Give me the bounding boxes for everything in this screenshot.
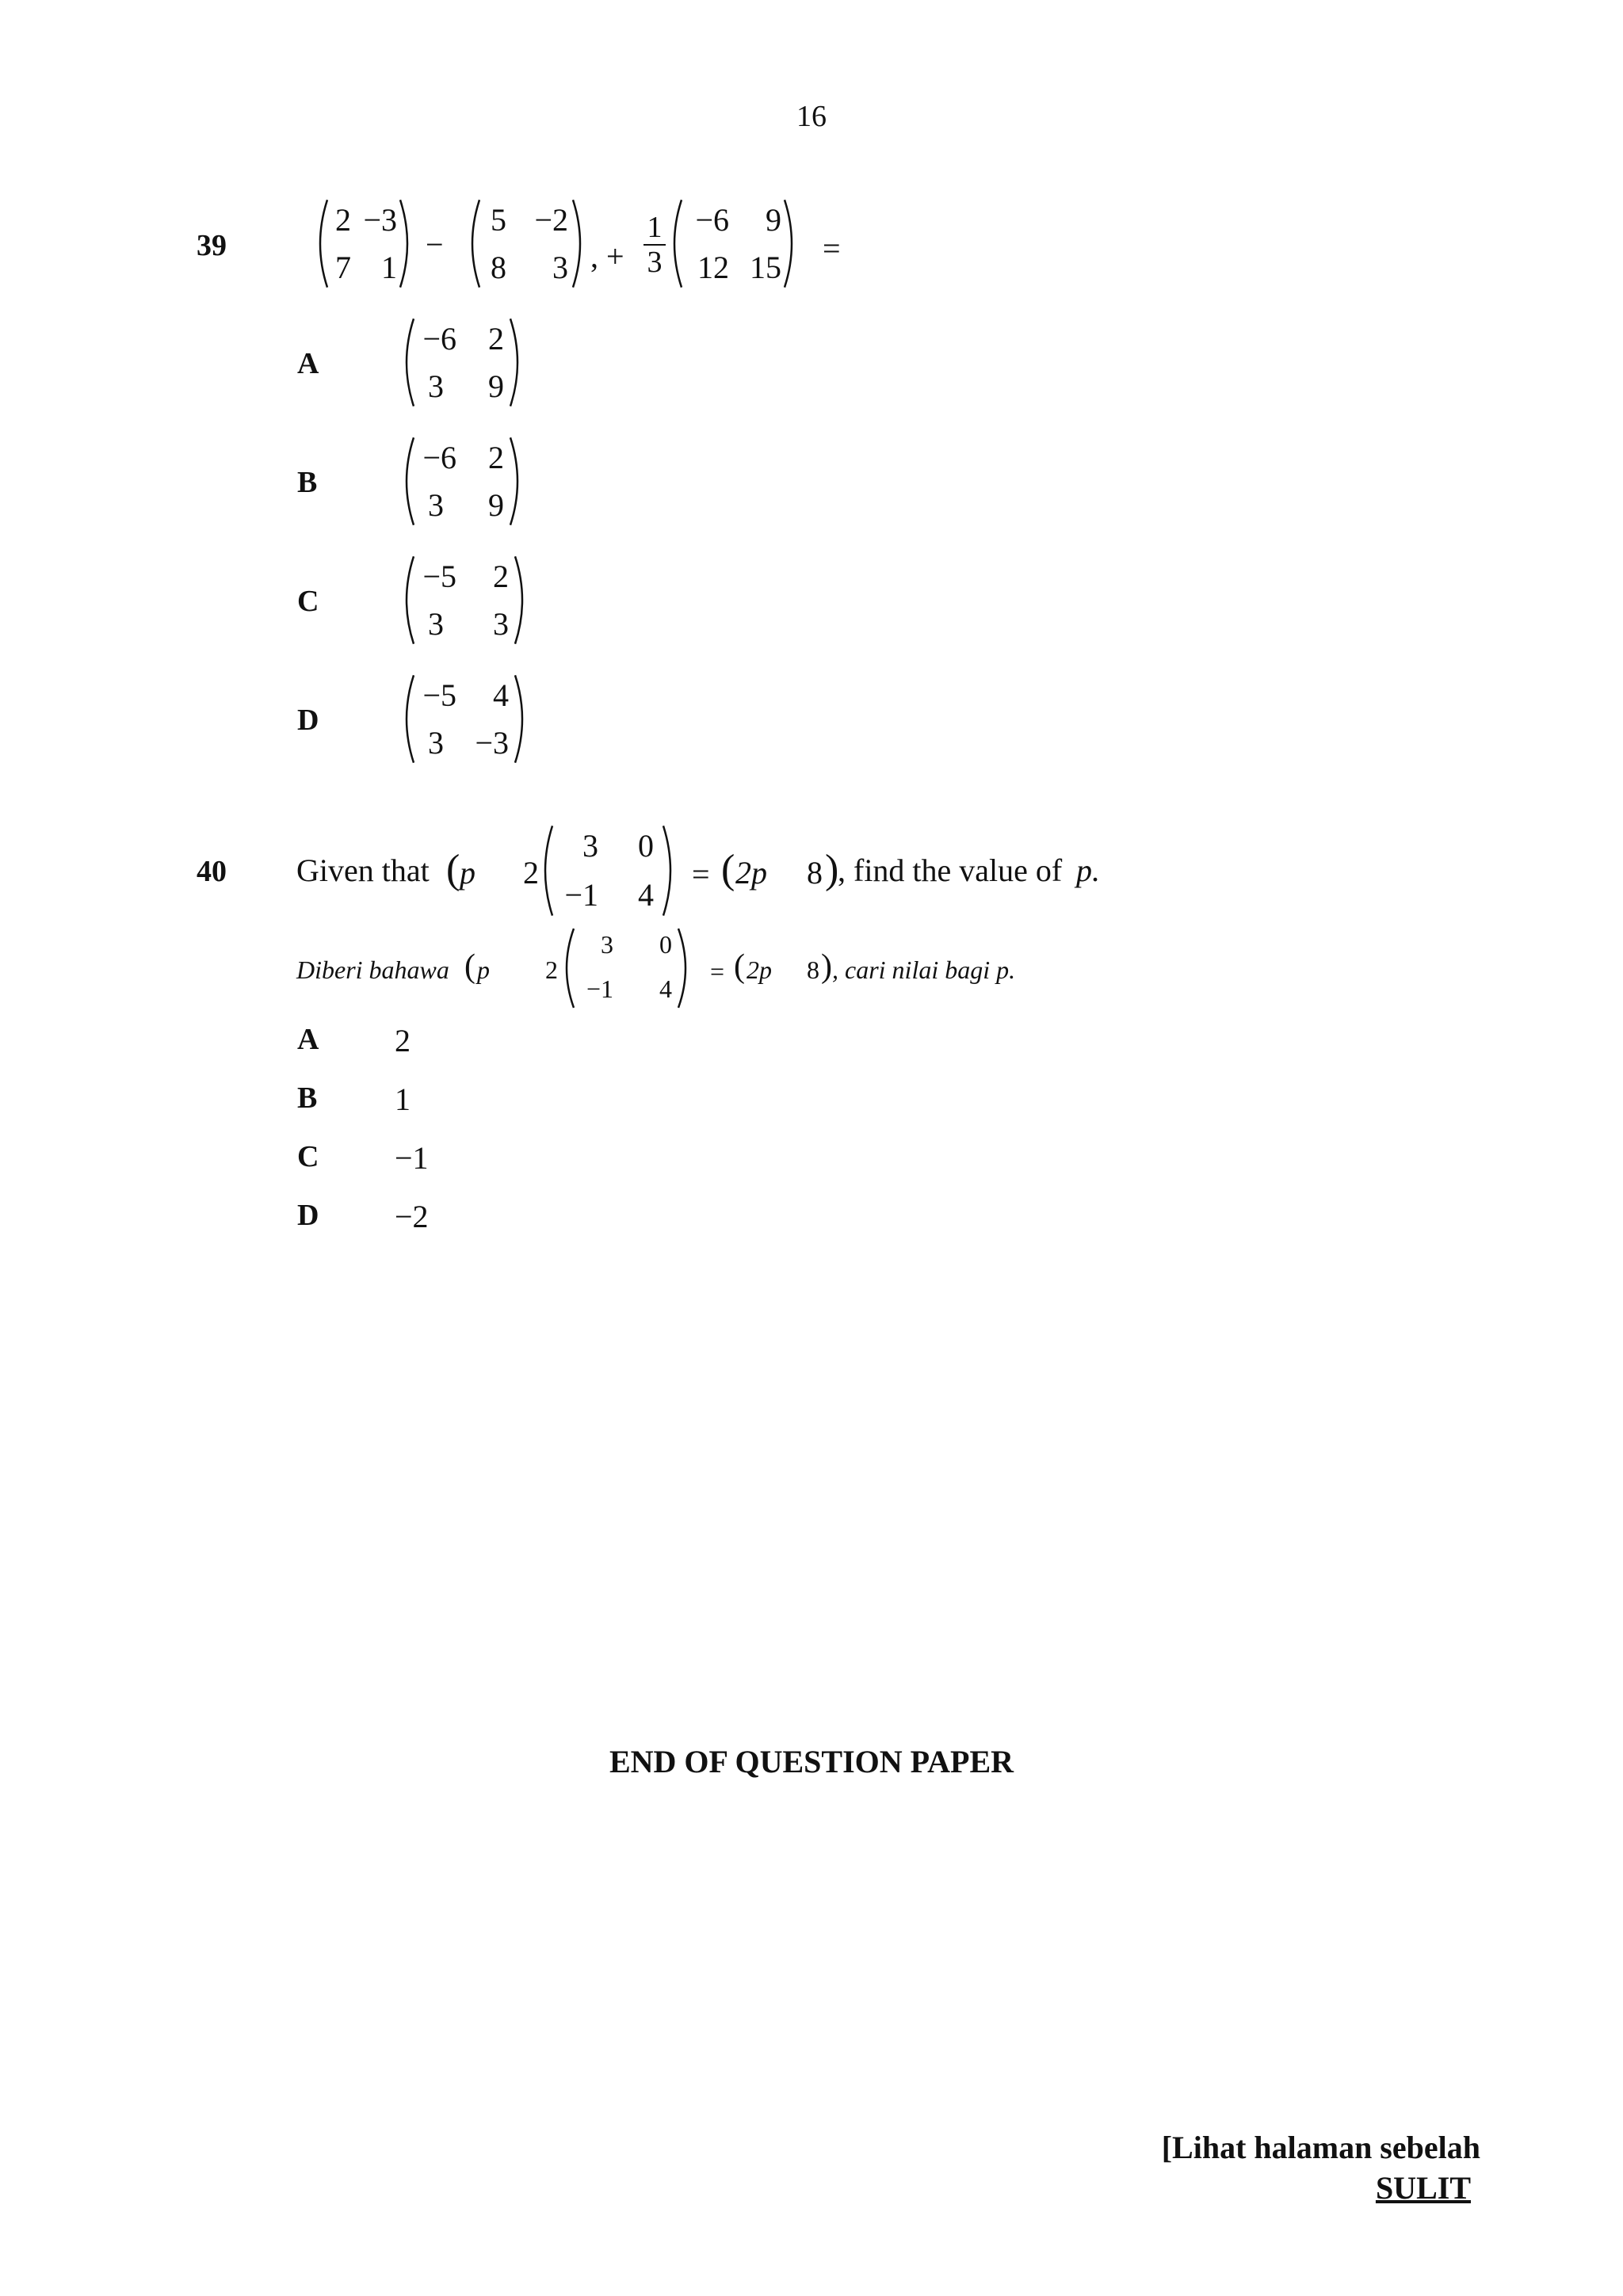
matrix-cell: 3 (552, 250, 568, 285)
matrix-cell: −6 (422, 440, 456, 475)
matrix-cell: 9 (488, 487, 504, 523)
matrix-cell: 9 (488, 368, 504, 404)
matrix-cell: 7 (335, 250, 351, 285)
minus-sign: − (426, 227, 444, 262)
matrix-cell: 0 (659, 930, 672, 959)
rhs-2p: 2p (735, 855, 767, 891)
matrix-cell: −1 (564, 877, 598, 913)
equals-sign: = (692, 856, 710, 892)
q40-en-var: p. (1076, 852, 1100, 888)
rhs-right-paren-ms: ) (821, 948, 832, 985)
rhs-left-paren: ( (721, 847, 735, 892)
option-d-value: −2 (395, 1199, 429, 1234)
matrix-cell: 9 (766, 202, 781, 238)
right-paren-icon (397, 198, 416, 289)
equals-sign-ms: = (710, 957, 725, 986)
row-value-2: 2 (523, 855, 539, 891)
matrix-cell: 2 (335, 202, 351, 238)
matrix-cell: 4 (493, 677, 509, 713)
option-label-b: B (297, 1081, 318, 1115)
option-c-value: −1 (395, 1140, 429, 1176)
footer-next-page: [Lihat halaman sebelah (1161, 2130, 1480, 2165)
option-c-matrix (398, 555, 531, 646)
q39-matrix-1 (311, 198, 416, 289)
matrix-cell: 15 (750, 250, 781, 285)
comma-plus-sign: , + (590, 238, 624, 274)
matrix-cell: 1 (381, 250, 397, 285)
matrix-cell: 4 (659, 974, 672, 1003)
right-paren-icon (675, 927, 694, 1009)
option-a-value: 2 (395, 1023, 411, 1058)
end-of-paper-text: END OF QUESTION PAPER (609, 1744, 1014, 1779)
q40-en-suffix: , find the value of (838, 852, 1063, 888)
option-d-matrix (398, 673, 531, 765)
row-left-paren: ( (446, 847, 460, 892)
rhs-8-ms: 8 (807, 955, 819, 984)
right-paren-icon (781, 198, 800, 289)
option-label-a: A (297, 347, 319, 380)
matrix-cell: −6 (422, 321, 456, 357)
q39-matrix-3 (666, 198, 800, 289)
matrix-cell: 5 (491, 202, 506, 238)
right-paren-icon (570, 198, 589, 289)
right-paren-icon (660, 824, 679, 917)
matrix-cell: −3 (363, 202, 397, 238)
matrix-cell: −5 (422, 559, 456, 594)
q40-matrix (537, 824, 679, 917)
q40-en-prefix: Given that (296, 852, 430, 888)
matrix-cell: 2 (488, 321, 504, 357)
question-number-40: 40 (197, 855, 227, 888)
q40-ms-suffix: , cari nilai bagi p. (832, 955, 1016, 984)
q40-matrix-ms (558, 927, 694, 1009)
matrix-cell: −1 (586, 974, 613, 1003)
matrix-cell: −2 (534, 202, 568, 238)
row-var-p-ms: p (477, 955, 490, 984)
rhs-8: 8 (807, 855, 823, 891)
option-label-c: C (297, 1140, 319, 1173)
matrix-cell: 4 (638, 877, 654, 913)
matrix-cell: 2 (488, 440, 504, 475)
matrix-cell: −3 (475, 725, 509, 761)
matrix-cell: 3 (428, 606, 444, 642)
right-paren-icon (507, 317, 526, 408)
matrix-cell: 0 (638, 828, 654, 864)
rhs-2p-ms: 2p (747, 955, 772, 984)
option-label-d: D (297, 704, 319, 737)
option-label-d: D (297, 1199, 319, 1232)
row-var-p: p (460, 855, 475, 891)
row-left-paren-ms: ( (464, 948, 475, 985)
matrix-cell: −5 (422, 677, 456, 713)
footer-sulit: SULIT (1375, 2170, 1471, 2206)
matrix-cell: 3 (493, 606, 509, 642)
page-number: 16 (796, 100, 827, 133)
matrix-cell: 3 (428, 368, 444, 404)
right-paren-icon (507, 436, 526, 527)
matrix-cell: 12 (697, 250, 729, 285)
q40-ms-prefix: Diberi bahawa (296, 955, 449, 984)
matrix-cell: −6 (695, 202, 729, 238)
option-label-a: A (297, 1023, 319, 1056)
fraction-one-third: $\frac{1}{3}$ (643, 211, 666, 279)
matrix-cell: 3 (428, 487, 444, 523)
option-b-matrix (398, 436, 526, 527)
option-label-c: C (297, 585, 319, 618)
rhs-right-paren: ) (825, 847, 839, 892)
option-b-value: 1 (395, 1081, 411, 1117)
rhs-left-paren-ms: ( (734, 948, 745, 985)
matrix-cell: 8 (491, 250, 506, 285)
option-a-matrix (398, 317, 526, 408)
matrix-cell: 2 (493, 559, 509, 594)
option-label-b: B (297, 466, 318, 499)
matrix-cell: 3 (601, 930, 613, 959)
right-paren-icon (512, 555, 531, 646)
matrix-cell: 3 (582, 828, 598, 864)
q39-matrix-2 (464, 198, 589, 289)
right-paren-icon (512, 673, 531, 765)
question-number-39: 39 (197, 229, 227, 262)
equals-sign: = (823, 231, 841, 266)
matrix-cell: 3 (428, 725, 444, 761)
row-value-2-ms: 2 (545, 955, 558, 984)
